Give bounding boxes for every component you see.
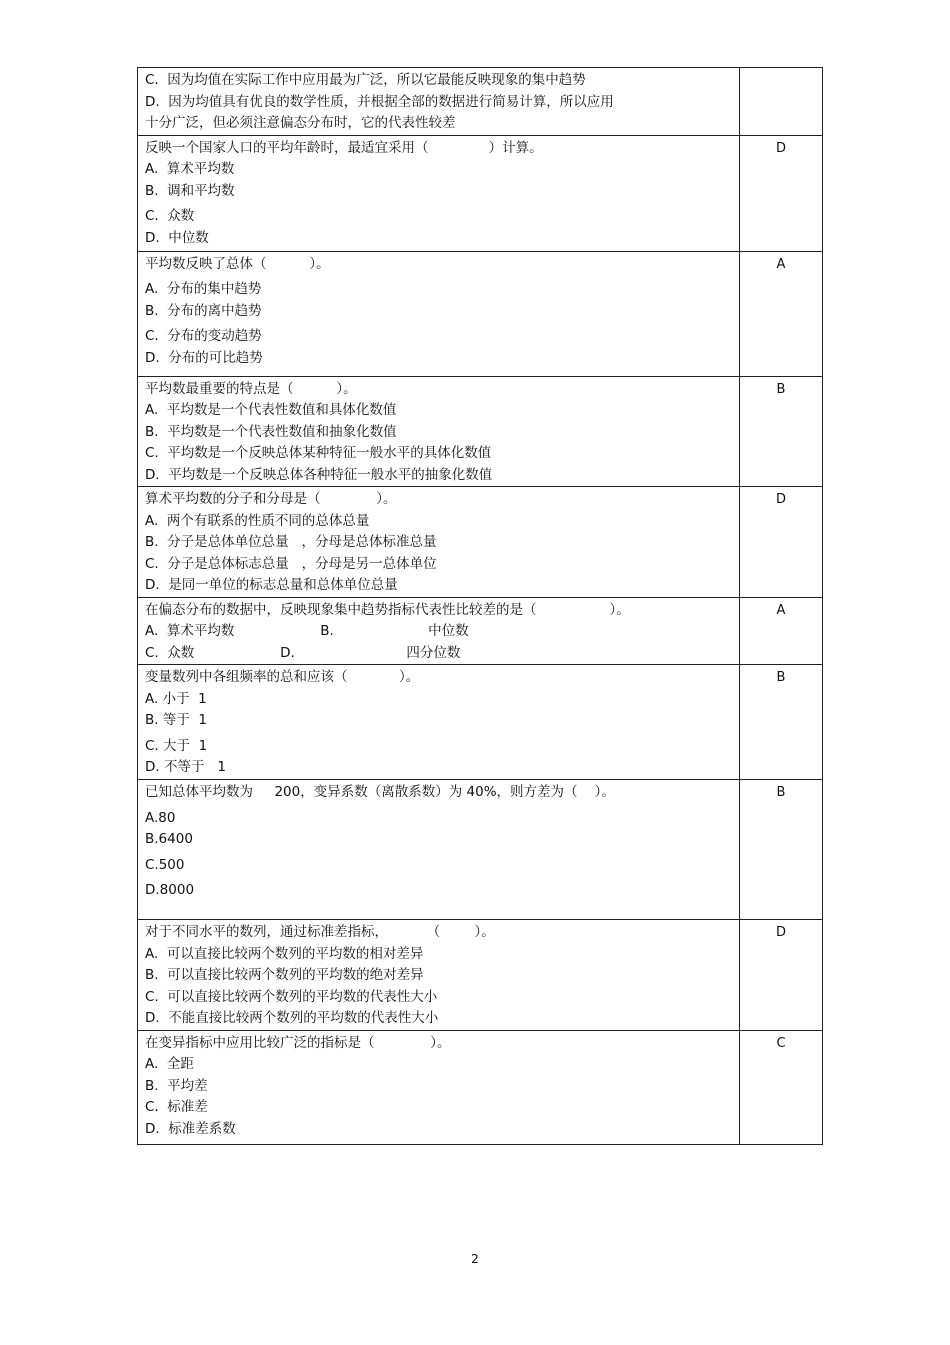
- option-line: D. 中位数: [145, 229, 209, 246]
- question-stem: 平均数反映了总体（ ）。: [145, 255, 330, 272]
- option-line: C. 标准差: [145, 1099, 208, 1115]
- question-cell: [138, 597, 740, 665]
- question-row: [138, 920, 823, 1031]
- option-line: D. 平均数是一个反映总体各种特征一般水平的抽象化数值: [145, 466, 493, 483]
- option-line: A. 平均数是一个代表性数值和具体化数值: [145, 402, 397, 418]
- option-line: D. 是同一单位的标志总量和总体单位总量: [145, 577, 398, 593]
- question-table: [137, 67, 823, 1145]
- question-cell: [138, 68, 740, 136]
- option-line: B. 分子是总体单位总量 ，分母是总体标准总量: [145, 534, 437, 550]
- question-row: [138, 135, 823, 251]
- option-line: B. 调和平均数: [145, 182, 235, 199]
- question-stem: 在偏态分布的数据中，反映现象集中趋势指标代表性比较差的是（ ）。: [145, 601, 630, 618]
- question-row: [138, 597, 823, 665]
- question-stem: 在变异指标中应用比较广泛的指标是（ ）。: [145, 1034, 451, 1051]
- option-line: A. 全距: [145, 1056, 194, 1072]
- option-line: D. 标准差系数: [145, 1120, 236, 1137]
- question-cell: [138, 920, 740, 1031]
- question-cell: [138, 487, 740, 598]
- page-number: 2: [471, 1252, 479, 1266]
- question-stem: 反映一个国家人口的平均年龄时，最适宜采用（ ）计算。: [145, 139, 543, 156]
- option-line: D. 因为均值具有优良的数学性质，并根据全部的数据进行简易计算，所以应用: [145, 93, 614, 110]
- answer-cell: [740, 68, 823, 136]
- question-cell: [138, 135, 740, 251]
- option-line: A. 小于 1: [145, 690, 207, 707]
- option-line: A. 两个有联系的性质不同的总体总量: [145, 512, 370, 529]
- option-line: B. 等于 1: [145, 712, 208, 728]
- answer-cell: B: [740, 665, 823, 780]
- option-line: A. 算术平均数: [145, 161, 235, 177]
- option-line: B. 平均数是一个代表性数值和抽象化数值: [145, 423, 397, 440]
- option-line: A. 可以直接比较两个数列的平均数的相对差异: [145, 945, 424, 962]
- option-line: B.6400: [145, 831, 193, 847]
- answer-cell: A: [740, 251, 823, 376]
- question-row: [138, 780, 823, 920]
- option-line: D. 不等于 1: [145, 759, 226, 775]
- option-line: D. 分布的可比趋势: [145, 349, 263, 366]
- question-stem: 变量数列中各组频率的总和应该（ ）。: [145, 669, 420, 685]
- question-row: [138, 1030, 823, 1144]
- answer-cell: D: [740, 487, 823, 598]
- question-stem: 算术平均数的分子和分母是（ ）。: [145, 491, 397, 507]
- question-stem: 对于不同水平的数列，通过标准差指标， （ ）。: [145, 924, 495, 940]
- question-row: [138, 251, 823, 376]
- option-line: B. 分布的离中趋势: [145, 302, 262, 319]
- option-line: A. 分布的集中趋势: [145, 281, 262, 297]
- option-line: B. 平均差: [145, 1077, 208, 1094]
- question-cell: [138, 376, 740, 487]
- question-stem: 平均数最重要的特点是（ ）。: [145, 380, 357, 397]
- question-cell: [138, 665, 740, 780]
- option-line: D. 不能直接比较两个数列的平均数的代表性大小: [145, 1010, 439, 1026]
- option-line: C. 分子是总体标志总量 ，分母是另一总体单位: [145, 555, 437, 572]
- question-row: [138, 68, 823, 136]
- answer-cell: D: [740, 920, 823, 1031]
- answer-cell: D: [740, 135, 823, 251]
- option-line: A.80: [145, 809, 176, 826]
- option-line: C. 大于 1: [145, 737, 208, 754]
- question-row: [138, 665, 823, 780]
- question-cell: [138, 251, 740, 376]
- answer-cell: B: [740, 780, 823, 920]
- question-row: [138, 376, 823, 487]
- question-cell: [138, 780, 740, 920]
- option-line: C. 因为均值在实际工作中应用最为广泛，所以它最能反映现象的集中趋势: [145, 72, 586, 88]
- option-line: C. 可以直接比较两个数列的平均数的代表性大小: [145, 988, 438, 1005]
- option-line: B. 可以直接比较两个数列的平均数的绝对差异: [145, 967, 424, 983]
- answer-cell: B: [740, 376, 823, 487]
- answer-cell: C: [740, 1030, 823, 1144]
- option-line: C. 分布的变动趋势: [145, 328, 262, 344]
- option-line: C. 众数 D. 四分位数: [145, 644, 461, 661]
- answer-cell: A: [740, 597, 823, 665]
- option-line: C. 平均数是一个反映总体某种特征一般水平的具体化数值: [145, 445, 492, 461]
- option-line: D.8000: [145, 882, 195, 898]
- option-line: C. 众数: [145, 208, 195, 224]
- option-line: A. 算术平均数 B. 中位数: [145, 623, 469, 639]
- question-row: [138, 487, 823, 598]
- question-stem: 已知总体平均数为 200，变异系数（离散系数）为 40%，则方差为（ ）。: [145, 784, 615, 800]
- option-line: 十分广泛，但必须注意偏态分布时，它的代表性较差: [145, 115, 456, 131]
- question-cell: [138, 1030, 740, 1144]
- option-line: C.500: [145, 856, 185, 873]
